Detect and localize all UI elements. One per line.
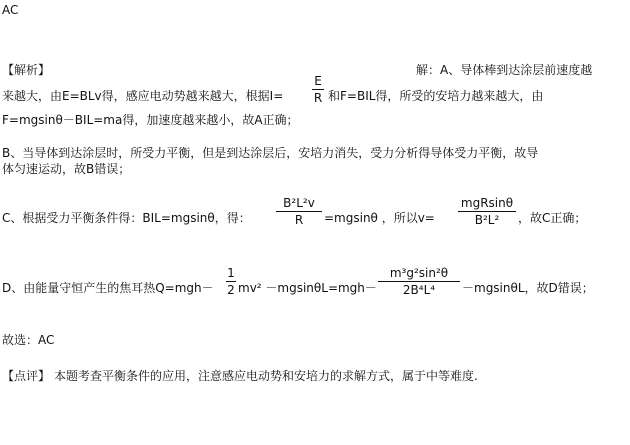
option-d-post: －mgsinθL，故D错误；: [462, 281, 594, 295]
fraction-denominator: R: [294, 213, 304, 227]
option-a-line2-post: 和F=BIL得，所受的安培力越来越大，由: [328, 89, 544, 103]
option-c-mid: =mgsinθ ，所以v=: [324, 211, 435, 225]
option-b-line2: 体匀速运动，故B错误；: [2, 162, 131, 176]
option-d-fraction-half: [226, 266, 236, 297]
analysis-intro: 解：A、导体棒到达涂层前速度越: [416, 63, 593, 77]
option-c-fraction-v: [458, 196, 516, 227]
fraction-numerator: m³g²sin²θ: [389, 266, 449, 280]
option-a-line2-pre: 来越大，由E=BLv得，感应电动势越来越大，根据I=: [2, 89, 284, 103]
answer-text: AC: [2, 3, 19, 17]
option-c-fraction-force: [276, 196, 322, 227]
fraction-denominator: 2: [227, 283, 235, 297]
comment-text: 本题考查平衡条件的应用，注意感应电动势和安培力的求解方式，属于中等难度.: [54, 369, 478, 383]
fraction-bar: [378, 281, 460, 282]
comment-tag: 【点评】: [2, 369, 51, 383]
fraction-denominator: R: [313, 91, 323, 105]
fraction-numerator: B²L²v: [283, 196, 315, 210]
fraction-bar: [226, 281, 236, 282]
fraction-bar: [312, 89, 324, 90]
fraction-bar: [276, 211, 322, 212]
fraction-numerator: mgRsinθ: [460, 196, 514, 210]
conclusion-text: 故选：AC: [2, 333, 55, 347]
fraction-numerator: 1: [227, 266, 235, 280]
option-a-fraction-i: [312, 74, 324, 105]
option-d-mid: mv² －mgsinθL=mgh－: [238, 281, 377, 295]
option-d-fraction-energy: [378, 266, 460, 297]
option-c-post: ，故C正确；: [518, 211, 587, 225]
option-c-pre: C、根据受力平衡条件得：BIL=mgsinθ，得：: [2, 211, 251, 225]
fraction-denominator: 2B⁴L⁴: [402, 283, 436, 297]
option-d-pre: D、由能量守恒产生的焦耳热Q=mgh－: [2, 281, 214, 295]
option-a-line3: F=mgsinθ－BIL=ma得，加速度越来越小，故A正确；: [2, 113, 299, 127]
fraction-denominator: B²L²: [474, 213, 500, 227]
fraction-bar: [458, 211, 516, 212]
option-b-line1: B、当导体到达涂层时，所受力平衡，但是到达涂层后，安培力消失，受力分析得导体受力平衡，故导: [2, 146, 539, 160]
fraction-numerator: E: [314, 74, 322, 88]
analysis-tag: 【解析】: [2, 63, 51, 77]
